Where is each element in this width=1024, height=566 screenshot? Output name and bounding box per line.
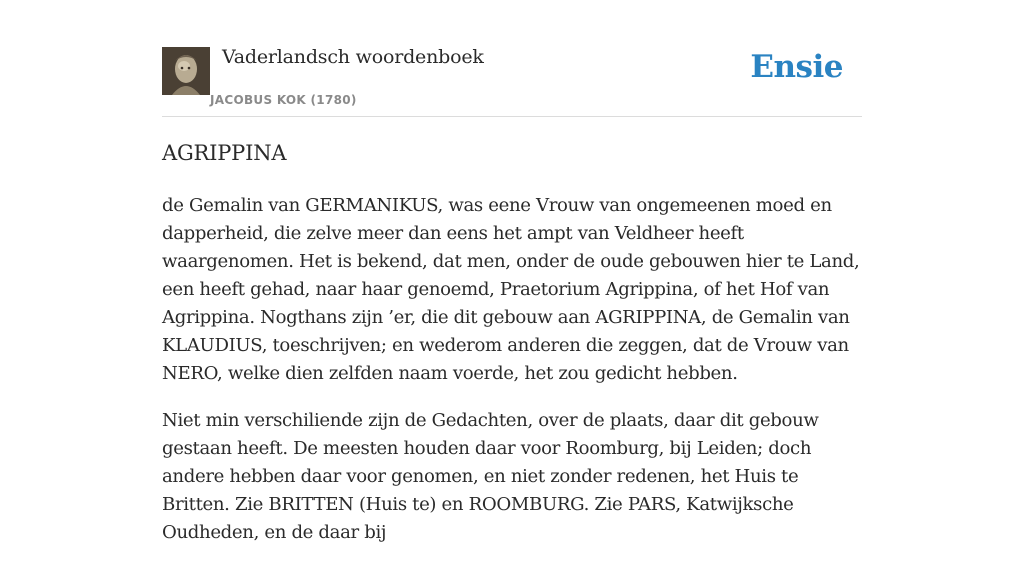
brand-logo[interactable]: Ensie — [750, 49, 843, 85]
page-header — [162, 40, 862, 117]
entry-paragraph: Niet min verschiliende zijn de Gedachten, over de plaats, daar dit gebouw gestaan heeft. De meesten houden daar voor Roomburg, bij Leiden; doch andere hebben daar voor genomen, en niet zonder redenen, het Huis te Britten. Zie BRITTEN (Huis te) en ROOMBURG. Zie PARS, Katwijksche Oudheden, en de daar bij — [162, 410, 819, 543]
author-avatar[interactable] — [162, 47, 210, 95]
entry-body — [162, 192, 862, 566]
author-portrait-icon — [162, 47, 210, 95]
source-author[interactable]: JACOBUS KOK (1780) — [210, 93, 357, 107]
source-title[interactable]: Vaderlandsch woordenboek — [222, 46, 484, 68]
entry-paragraph: de Gemalin van GERMANIKUS, was eene Vrouw van ongemeenen moed en dapperheid, die zelve meer dan eens het ampt van Veldheer heeft waargenomen. Het is bekend, dat men, onder de oude gebouwen hier te Land, een heeft gehad, naar haar genoemd, Praetorium Agrippina, of het Hof van Agrippina. Nogthans zijn ’er, die dit gebouw aan AGRIPPINA, de Gemalin van KLAUDIUS, toeschrijven; en wederom anderen die zeggen, dat de Vrouw van NERO, welke dien zelfden naam voerde, het zou gedicht hebben. — [162, 195, 860, 384]
entry-title: AGRIPPINA — [162, 141, 287, 165]
